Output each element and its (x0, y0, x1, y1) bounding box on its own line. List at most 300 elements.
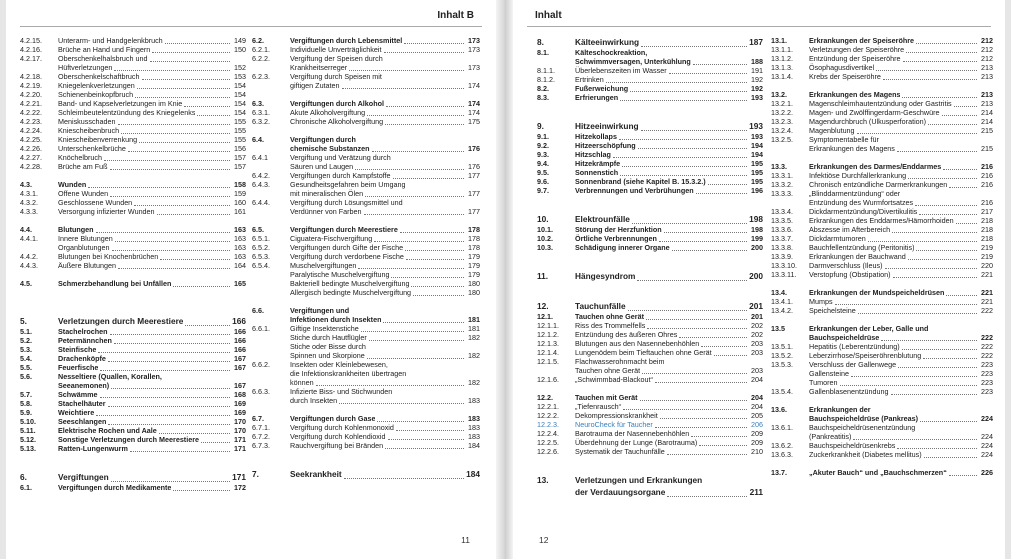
toc-entry-title: Wunden (58, 180, 87, 189)
toc-entry-number: 9.7. (537, 186, 549, 195)
toc-entry (20, 63, 246, 72)
toc-entry-page: 174 (468, 99, 480, 108)
toc-entry-number: 4.4.1. (20, 234, 38, 243)
toc-entry-number: 5.9. (20, 408, 32, 417)
toc-entry (252, 90, 480, 99)
toc-leader-dots (393, 155, 464, 161)
toc-entry-title: Knöchelbruch (58, 153, 102, 162)
toc-entry (252, 261, 480, 270)
toc-entry-number: 12.1.5. (537, 357, 559, 366)
toc-entry[interactable] (537, 420, 763, 429)
toc-entry (537, 132, 763, 141)
header-rule (20, 26, 482, 27)
toc-entry (537, 291, 763, 300)
toc-entry-page: 184 (466, 469, 480, 479)
toc-entry-number: 4.2.16. (20, 45, 42, 54)
toc-entry (20, 81, 246, 90)
toc-entry (771, 207, 993, 216)
toc-entry (537, 150, 763, 159)
toc-entry-title: Magenblutung (809, 126, 855, 135)
toc-entry-page: 181 (468, 324, 480, 333)
toc-leader-dots (577, 206, 747, 212)
toc-leader-dots (691, 431, 747, 437)
toc-entry-page: 215 (981, 144, 993, 153)
toc-entry-title: Geschlossene Wunden (58, 198, 133, 207)
toc-leader-dots (157, 209, 230, 215)
toc-entry-number: 13.3.3. (771, 189, 793, 198)
toc-entry-title: Verbrennungen und Verbrühungen (575, 186, 694, 195)
toc-entry (771, 72, 993, 81)
toc-entry-title: Vergiftung durch Speisen mit (290, 72, 382, 81)
toc-entry-number: 12.1.4. (537, 348, 559, 357)
toc-entry-title: Seeanemonen) (58, 381, 110, 390)
toc-entry-page: 195 (751, 177, 763, 186)
toc-leader-dots (292, 461, 464, 467)
toc-leader-dots (159, 428, 230, 434)
toc-leader-dots (139, 137, 230, 143)
toc-leader-dots (701, 341, 747, 347)
toc-leader-dots (173, 485, 230, 491)
toc-entry-title: Giftige Insektenstiche (290, 324, 359, 333)
toc-entry-number: 6.4.3. (252, 180, 270, 189)
toc-entry-title: Abszesse im Afterbereich (809, 225, 891, 234)
toc-entry-page: 194 (751, 141, 763, 150)
toc-entry-title: Gesundheitsgefahren beim Umgang (290, 180, 406, 189)
toc-entry (252, 216, 480, 225)
toc-leader-dots (577, 113, 747, 119)
toc-entry-page: 155 (234, 126, 246, 135)
toc-column (537, 36, 763, 498)
toc-entry-number: 13.1.2. (771, 54, 793, 63)
toc-leader-dots (60, 272, 230, 278)
toc-entry-page: 182 (468, 333, 480, 342)
toc-entry (20, 279, 246, 288)
toc-entry-page: 181 (468, 315, 480, 324)
toc-entry-title: Allergisch bedingte Muschelvergiftung (290, 288, 412, 297)
toc-entry-title: Band- und Kapselverletzungen im Knie (58, 99, 183, 108)
toc-entry-number: 5.10. (20, 417, 36, 426)
toc-entry-title: Drachenköpfe (58, 354, 106, 363)
toc-entry-page: 166 (234, 336, 246, 345)
toc-entry-title: Seekrankheit (290, 469, 342, 479)
toc-entry-page: 195 (751, 159, 763, 168)
toc-entry (20, 417, 246, 426)
toc-entry (771, 297, 993, 306)
toc-entry (771, 468, 993, 477)
toc-leader-dots (898, 362, 977, 368)
toc-entry-number: 6.6.1. (252, 324, 270, 333)
toc-entry (537, 186, 763, 195)
toc-entry-number: 4.2.20. (20, 90, 42, 99)
toc-entry-title: Schleimbeutelentzündung des Kniegelenks (58, 108, 196, 117)
toc-leader-dots (623, 404, 747, 410)
toc-entry (252, 351, 480, 360)
toc-entry-title: Ciguatera-Fischvergiftung (290, 234, 373, 243)
toc-leader-dots (902, 191, 977, 197)
toc-leader-dots (96, 227, 230, 233)
toc-leader-dots (369, 335, 464, 341)
toc-entry-number: 13.5.4. (771, 387, 793, 396)
toc-entry-title: Äußere Blutungen (58, 261, 116, 270)
toc-entry-number: 13.6.1. (771, 423, 793, 432)
toc-entry (537, 102, 763, 111)
toc-entry-page: 213 (981, 90, 993, 99)
toc-entry-page: 182 (468, 351, 480, 360)
toc-entry (252, 171, 480, 180)
toc-entry-title: Sonnenstich (575, 168, 619, 177)
toc-entry-page: 216 (981, 171, 993, 180)
toc-entry-page: 165 (234, 279, 246, 288)
toc-entry (771, 225, 993, 234)
toc-entry (252, 288, 480, 297)
toc-entry-number: 13.2.4. (771, 126, 793, 135)
toc-leader-dots (868, 236, 977, 242)
toc-entry-page: 180 (468, 288, 480, 297)
toc-entry-number: 12.2.5. (537, 438, 559, 447)
toc-entry (771, 288, 993, 297)
toc-entry-title: Elektrische Rochen und Aale (58, 426, 157, 435)
toc-entry-title: Tauchen ohne Gerät (575, 312, 644, 321)
page-header: Inhalt (535, 10, 562, 21)
toc-entry-page: 184 (468, 441, 480, 450)
toc-entry-title: Hitzeerschöpfung (575, 141, 636, 150)
toc-entry-page: 221 (981, 288, 993, 297)
toc-entry (20, 207, 246, 216)
toc-leader-dots (928, 119, 977, 125)
toc-entry-page: 177 (468, 171, 480, 180)
toc-entry-title: Krebs der Speiseröhre (809, 72, 881, 81)
toc-entry-number: 6.5.2. (252, 243, 270, 252)
toc-entry-number: 10.2. (537, 234, 553, 243)
toc-entry-number: 8.1.1. (537, 66, 555, 75)
toc-entry (537, 243, 763, 252)
toc-entry-title: Vergiftungen (58, 472, 109, 482)
toc-leader-dots (811, 83, 977, 89)
toc-entry (20, 153, 246, 162)
toc-entry-page: 171 (234, 444, 246, 453)
toc-leader-dots (811, 398, 977, 404)
toc-entry-page: 174 (468, 108, 480, 117)
toc-entry-number: 13.6.2. (771, 441, 793, 450)
toc-entry (20, 462, 246, 471)
toc-entry-page: 173 (468, 63, 480, 72)
toc-leader-dots (858, 308, 977, 314)
toc-entry (252, 405, 480, 414)
toc-entry-page: 178 (468, 225, 480, 234)
toc-leader-dots (60, 290, 230, 296)
toc-entry (771, 126, 993, 135)
toc-entry (20, 162, 246, 171)
toc-entry-page: 218 (981, 234, 993, 243)
toc-entry-title: Dekompressionskrankheit (575, 411, 658, 420)
toc-entry-page: 171 (234, 435, 246, 444)
toc-entry-title: Sonnenbrand (siehe Kapitel B. 15.3.2.) (575, 177, 706, 186)
toc-leader-dots (851, 371, 977, 377)
toc-entry (252, 369, 480, 378)
toc-entry-number: 13.2.5. (771, 135, 793, 144)
toc-entry (252, 243, 480, 252)
toc-entry-number: 13.6. (771, 405, 787, 414)
toc-entry-page: 216 (981, 180, 993, 189)
toc-entry-number: 5.11. (20, 426, 36, 435)
toc-entry-number: 4.4.2. (20, 252, 38, 261)
toc-entry-page: 163 (234, 252, 246, 261)
left-page (6, 0, 496, 559)
toc-entry-number: 4.2.17. (20, 54, 42, 63)
toc-entry (20, 135, 246, 144)
toc-entry (252, 225, 480, 234)
toc-entry-number: 5.8. (20, 399, 32, 408)
toc-entry (771, 135, 993, 144)
toc-leader-dots (408, 371, 464, 377)
toc-leader-dots (358, 263, 464, 269)
toc-entry-page: 167 (234, 363, 246, 372)
toc-entry-title: Organblutungen (58, 243, 110, 252)
toc-entry-number: 6.3. (252, 99, 264, 108)
toc-entry-title: Chronische Alkoholvergiftung (290, 117, 384, 126)
toc-entry-page: 221 (981, 270, 993, 279)
toc-entry (537, 456, 763, 465)
toc-entry-page: 173 (468, 36, 480, 45)
toc-leader-dots (339, 398, 464, 404)
toc-entry-title: Dickdarmtumoren (809, 234, 866, 243)
toc-leader-dots (100, 392, 230, 398)
toc-entry-title: Vergiftung und Verätzung durch (290, 153, 391, 162)
toc-entry-number: 13.6.3. (771, 450, 793, 459)
toc-entry (252, 279, 480, 288)
toc-leader-dots (655, 422, 747, 428)
toc-entry-page: 171 (232, 472, 246, 482)
toc-entry (252, 54, 480, 63)
toc-entry (537, 225, 763, 234)
toc-entry-title: Kniescheibenverrenkung (58, 135, 138, 144)
toc-entry-number: 13.3.5. (771, 216, 793, 225)
toc-leader-dots (316, 380, 464, 386)
toc-leader-dots (118, 263, 230, 269)
toc-leader-dots (110, 191, 230, 197)
toc-leader-dots (385, 56, 464, 62)
toc-entry (20, 189, 246, 198)
toc-entry-number: 5.6. (20, 372, 32, 381)
toc-entry-title: Vergiftungen durch Alkohol (290, 99, 384, 108)
toc-leader-dots (577, 197, 747, 203)
toc-leader-dots (118, 119, 230, 125)
toc-entry-page: 213 (981, 63, 993, 72)
toc-entry (20, 363, 246, 372)
toc-entry (20, 180, 246, 189)
toc-entry-number: 6.4. (252, 135, 264, 144)
toc-entry (252, 324, 480, 333)
toc-entry (771, 459, 993, 468)
toc-entry-number: 9.2. (537, 141, 549, 150)
toc-entry (20, 261, 246, 270)
toc-leader-dots (368, 344, 464, 350)
toc-leader-dots (404, 38, 464, 44)
toc-leader-dots (920, 416, 977, 422)
toc-entry-title: Steinfische (58, 345, 97, 354)
toc-entry-number: 4.2.24. (20, 126, 42, 135)
toc-entry (537, 339, 763, 348)
toc-leader-dots (355, 164, 464, 170)
toc-entry-title: Verletzungen durch Meerestiere (58, 316, 184, 326)
toc-entry (771, 333, 993, 342)
toc-leader-dots (840, 380, 978, 386)
toc-leader-dots (384, 74, 464, 80)
toc-entry-number: 6.5.1. (252, 234, 270, 243)
toc-entry (537, 375, 763, 384)
toc-leader-dots (891, 389, 977, 395)
toc-entry-number: 5.3. (20, 345, 32, 354)
toc-entry-number: 12.2.4. (537, 429, 559, 438)
toc-entry (252, 414, 480, 423)
toc-entry-number: 13.3.9. (771, 252, 793, 261)
toc-leader-dots (130, 446, 230, 452)
toc-entry-number: 10. (537, 214, 549, 224)
toc-entry-page: 222 (981, 306, 993, 315)
toc-entry (771, 216, 993, 225)
toc-entry-title[interactable]: NeuroCheck für Taucher (575, 420, 653, 429)
toc-entry (537, 282, 763, 291)
toc-entry-title: Akute Alkoholvergiftung (290, 108, 366, 117)
toc-entry-page: 192 (751, 84, 763, 93)
toc-entry-page: 160 (234, 198, 246, 207)
toc-leader-dots (351, 308, 464, 314)
toc-entry (537, 36, 763, 48)
toc-leader-dots (853, 434, 977, 440)
toc-leader-dots (405, 200, 464, 206)
toc-leader-dots (696, 188, 747, 194)
book-spine (496, 0, 513, 559)
toc-entry (20, 126, 246, 135)
toc-leader-dots (104, 155, 230, 161)
toc-entry-number: 12.1. (537, 312, 553, 321)
toc-leader-dots (292, 128, 464, 134)
toc-leader-dots (628, 305, 747, 311)
toc-leader-dots (577, 284, 747, 290)
toc-entry-title: Hängesyndrom (575, 271, 636, 281)
toc-entry-title: mit mineralischen Ölen (290, 189, 364, 198)
toc-entry-number: 4.5. (20, 279, 32, 288)
toc-entry-number: 4.2.21. (20, 99, 42, 108)
toc-entry-title: Tauchen ohne Gerät (575, 366, 641, 375)
toc-entry-title: Erkrankungen des Enddarmes/Hämorrhoiden (809, 216, 954, 225)
toc-leader-dots (128, 146, 230, 152)
toc-leader-dots (135, 92, 230, 98)
toc-entry-title: Schwimmversagen, Unterkühlung (575, 57, 691, 66)
toc-entry (771, 198, 993, 207)
toc-leader-dots (811, 281, 977, 287)
toc-entry-number: 4.2.25. (20, 135, 42, 144)
toc-entry (20, 381, 246, 390)
toc-entry (20, 45, 246, 54)
toc-entry-title: Stiche durch Hautflügler (290, 333, 367, 342)
toc-entry-page: 218 (981, 225, 993, 234)
toc-entry (20, 315, 246, 327)
toc-entry (771, 45, 993, 54)
toc-entry-number: 13.3.10. (771, 261, 797, 270)
toc-entry-number: 5.1. (20, 327, 32, 336)
toc-leader-dots (835, 299, 977, 305)
toc-entry-number: 12.2.2. (537, 411, 559, 420)
toc-entry-number: 5.4. (20, 354, 32, 363)
toc-entry-title: Chronisch entzündliche Darmerkrankungen (809, 180, 948, 189)
toc-leader-dots (949, 182, 977, 188)
toc-leader-dots (666, 359, 747, 365)
toc-entry-page: 188 (751, 57, 763, 66)
toc-leader-dots (577, 386, 747, 392)
toc-entry-number: 12.2.1. (537, 402, 559, 411)
toc-leader-dots (388, 434, 464, 440)
toc-leader-dots (919, 209, 977, 215)
toc-entry-title: Lungenödem beim Tieftauchen ohne Gerät (575, 348, 712, 357)
toc-entry (20, 297, 246, 306)
toc-leader-dots (88, 182, 230, 188)
toc-entry (537, 411, 763, 420)
toc-entry-number: 9.3. (537, 150, 549, 159)
toc-leader-dots (111, 383, 230, 389)
toc-entry (537, 84, 763, 93)
toc-entry-page: 211 (749, 487, 763, 497)
toc-entry (537, 48, 763, 57)
toc-entry-number: 6.5.3. (252, 252, 270, 261)
toc-entry-title: Krankheitserreger (290, 63, 348, 72)
toc-entry (20, 354, 246, 363)
toc-entry-title: Magen- und Zwölffingerdarm-Geschwüre (809, 108, 940, 117)
toc-leader-dots (811, 461, 977, 467)
toc-leader-dots (619, 134, 747, 140)
toc-leader-dots (292, 452, 464, 458)
toc-entry-page: 154 (234, 90, 246, 99)
toc-entry-page: 174 (468, 81, 480, 90)
toc-entry-page: 209 (751, 429, 763, 438)
toc-leader-dots (708, 179, 747, 185)
toc-entry-page: 187 (749, 37, 763, 47)
toc-entry-title: Unterarm- und Handgelenkbruch (58, 36, 163, 45)
toc-leader-dots (704, 479, 747, 485)
toc-entry-number: 6.3.1. (252, 108, 270, 117)
toc-entry (20, 198, 246, 207)
toc-entry-number: 5. (20, 316, 27, 326)
toc-leader-dots (693, 59, 747, 65)
toc-entry-number: 13.3.7. (771, 234, 793, 243)
toc-entry-title: Schmerzbehandlung bei Unfällen (58, 279, 172, 288)
toc-entry (20, 252, 246, 261)
toc-entry-title: Kälteschockreaktion, (575, 48, 648, 57)
toc-entry (537, 348, 763, 357)
toc-entry-title: Tauchen mit Gerät (575, 393, 638, 402)
toc-entry-title: Petermännchen (58, 336, 112, 345)
toc-leader-dots (915, 200, 977, 206)
toc-entry-number: 13.3.1. (771, 171, 793, 180)
toc-entry (771, 153, 993, 162)
toc-entry-title: Hüftverletzungen (58, 63, 113, 72)
toc-entry-title: Verletzungen der Speiseröhre (809, 45, 905, 54)
toc-leader-dots (201, 437, 230, 443)
toc-entry-title: Stiche oder Bisse durch (290, 342, 366, 351)
toc-entry-title: Fußerweichung (575, 84, 629, 93)
toc-entry (252, 144, 480, 153)
toc-leader-dots (637, 275, 747, 281)
toc-entry-number: 8.1.2. (537, 75, 555, 84)
toc-entry (537, 111, 763, 120)
toc-entry-number: 13.3.4. (771, 207, 793, 216)
toc-entry (537, 330, 763, 339)
toc-leader-dots (292, 218, 464, 224)
toc-entry-page: 223 (981, 360, 993, 369)
toc-entry-number: 5.2. (20, 336, 32, 345)
toc-leader-dots (400, 227, 464, 233)
toc-entry (771, 414, 993, 423)
